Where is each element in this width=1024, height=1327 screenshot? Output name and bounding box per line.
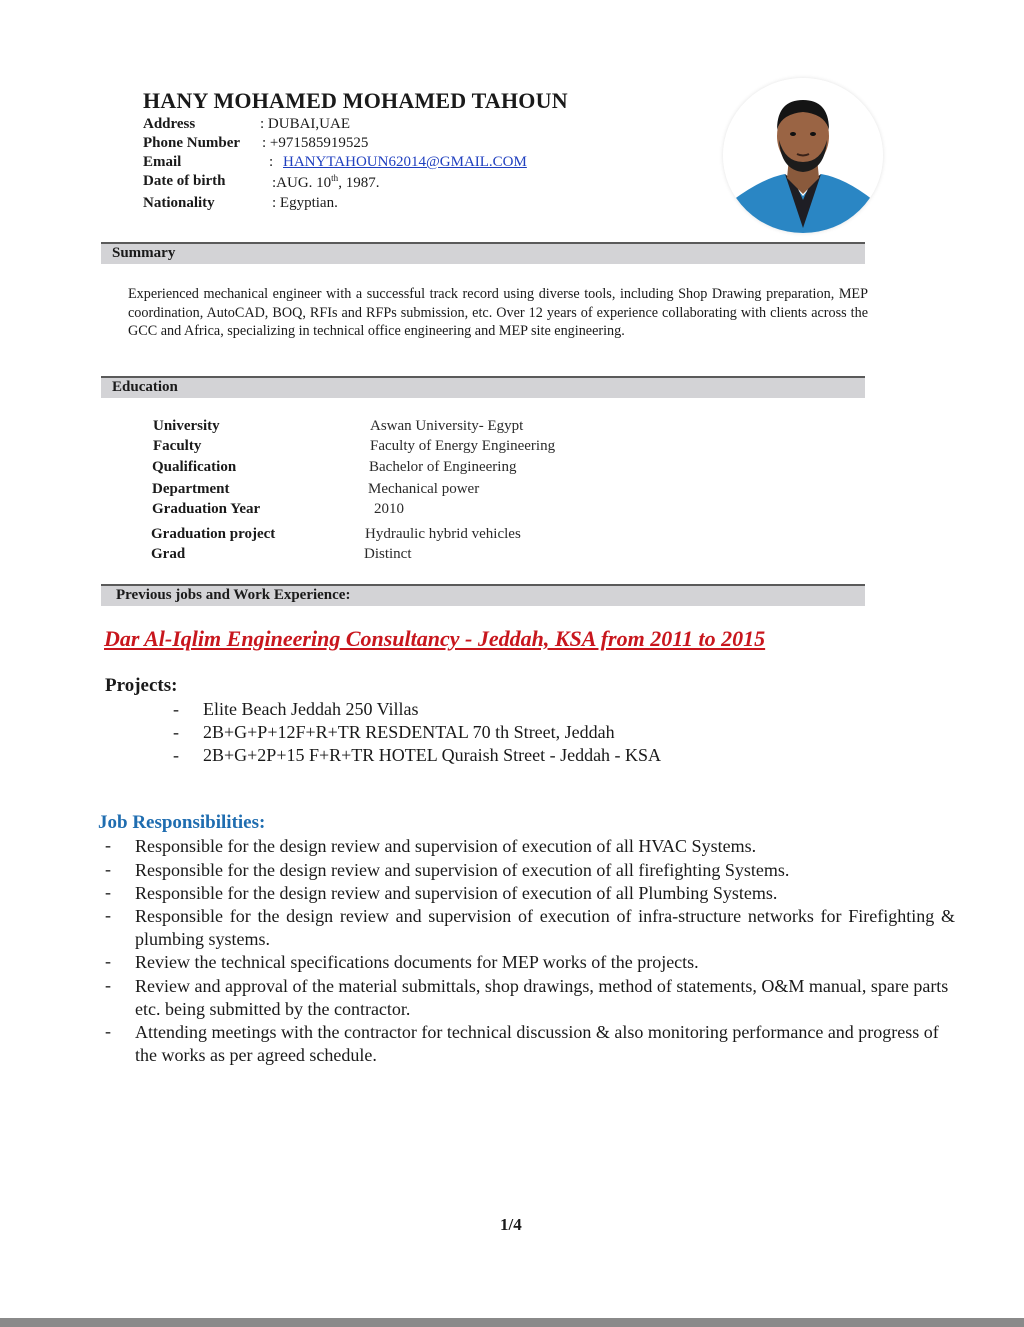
dob-label: Date of birth: [143, 173, 226, 189]
company-heading: Dar Al-Iqlim Engineering Consultancy - Jeddah, KSA from 2011 to 2015: [104, 626, 766, 651]
phone-value: : +971585919525: [262, 135, 369, 151]
edu-value-graduation-year: 2010: [374, 501, 404, 517]
person-portrait-icon: [723, 78, 883, 233]
edu-value-department: Mechanical power: [368, 481, 480, 497]
responsibility-dash: -: [105, 835, 111, 855]
responsibilities-title: Job Responsibilities:: [98, 812, 266, 833]
email-link[interactable]: HANYTAHOUN62014@GMAIL.COM: [283, 154, 527, 170]
project-item: 2B+G+P+12F+R+TR RESDENTAL 70 th Street, Jeddah: [203, 722, 615, 742]
dob-main: :AUG. 10: [272, 175, 332, 191]
edu-label-qualification: Qualification: [152, 459, 237, 475]
edu-label-grad: Grad: [151, 546, 186, 562]
experience-heading: Previous jobs and Work Experience:: [116, 587, 351, 603]
nationality-value: : Egyptian.: [272, 195, 338, 211]
edu-label-graduation-project: Graduation project: [151, 526, 276, 542]
responsibility-dash: -: [105, 975, 111, 995]
edu-label-faculty: Faculty: [153, 438, 202, 454]
responsibility-item: Attending meetings with the contractor for technical discussion & also monitoring performance and progress of the works as per agreed schedule.: [135, 1022, 939, 1065]
edu-value-university: Aswan University- Egypt: [370, 418, 524, 434]
edu-value-qualification: Bachelor of Engineering: [369, 459, 517, 475]
nationality-label: Nationality: [143, 195, 215, 211]
responsibility-dash: -: [105, 905, 111, 925]
candidate-name: HANY MOHAMED MOHAMED TAHOUN: [143, 88, 568, 113]
project-dash: -: [173, 745, 179, 765]
summary-section-bar: [101, 242, 865, 264]
responsibility-item: Review and approval of the material submittals, shop drawings, method of statements, O&M manual, spare parts etc. being submitted by the contractor.: [135, 976, 949, 1019]
education-section-bar: [101, 376, 865, 398]
phone-label: Phone Number: [143, 135, 241, 151]
responsibility-dash: -: [105, 1021, 111, 1041]
dob-year: , 1987.: [338, 175, 380, 191]
edu-label-graduation-year: Graduation Year: [152, 501, 261, 517]
project-dash: -: [173, 699, 179, 719]
project-item: Elite Beach Jeddah 250 Villas: [203, 699, 419, 719]
edu-value-faculty: Faculty of Energy Engineering: [370, 438, 556, 454]
summary-heading: Summary: [112, 245, 176, 261]
responsibility-item: Responsible for the design review and supervision of execution of all Plumbing Systems.: [135, 883, 778, 903]
dob-sup: th: [331, 173, 339, 183]
responsibility-item: Responsible for the design review and supervision of execution of infra-structure networks for Firefighting & plumbing systems.: [135, 906, 955, 949]
edu-label-department: Department: [152, 481, 230, 497]
education-heading: Education: [112, 379, 178, 395]
profile-photo: [723, 78, 883, 233]
page-number: 1/4: [500, 1215, 522, 1234]
address-label: Address: [143, 116, 196, 132]
responsibility-item: Responsible for the design review and supervision of execution of all HVAC Systems.: [135, 836, 757, 856]
summary-text: Experienced mechanical engineer with a successful track record using diverse tools, including Shop Drawing preparation, MEP coordination, AutoCAD, BOQ, RFIs and RFPs submission, etc. Over 12 years of experience collaborating with clients across the GCC and Africa, specializing in technical office engineering and MEP site engineering.: [128, 286, 868, 339]
address-value: : DUBAI,UAE: [260, 116, 350, 132]
responsibility-dash: -: [105, 951, 111, 971]
page-bottom-border: [0, 1318, 1024, 1327]
email-label: Email: [143, 154, 182, 170]
responsibility-dash: -: [105, 882, 111, 902]
experience-section-bar: [101, 584, 865, 606]
email-prefix: :: [269, 154, 274, 170]
projects-title: Projects:: [105, 675, 178, 696]
responsibility-dash: -: [105, 859, 111, 879]
edu-label-university: University: [153, 418, 220, 434]
dob-value: [272, 173, 379, 192]
responsibility-item: Review the technical specifications documents for MEP works of the projects.: [135, 952, 699, 972]
project-dash: -: [173, 722, 179, 742]
edu-value-grad: Distinct: [364, 546, 412, 562]
edu-value-graduation-project: Hydraulic hybrid vehicles: [365, 526, 521, 542]
project-item: 2B+G+2P+15 F+R+TR HOTEL Quraish Street - Jeddah - KSA: [203, 745, 662, 765]
responsibility-item: Responsible for the design review and supervision of execution of all firefighting Systems.: [135, 860, 790, 880]
